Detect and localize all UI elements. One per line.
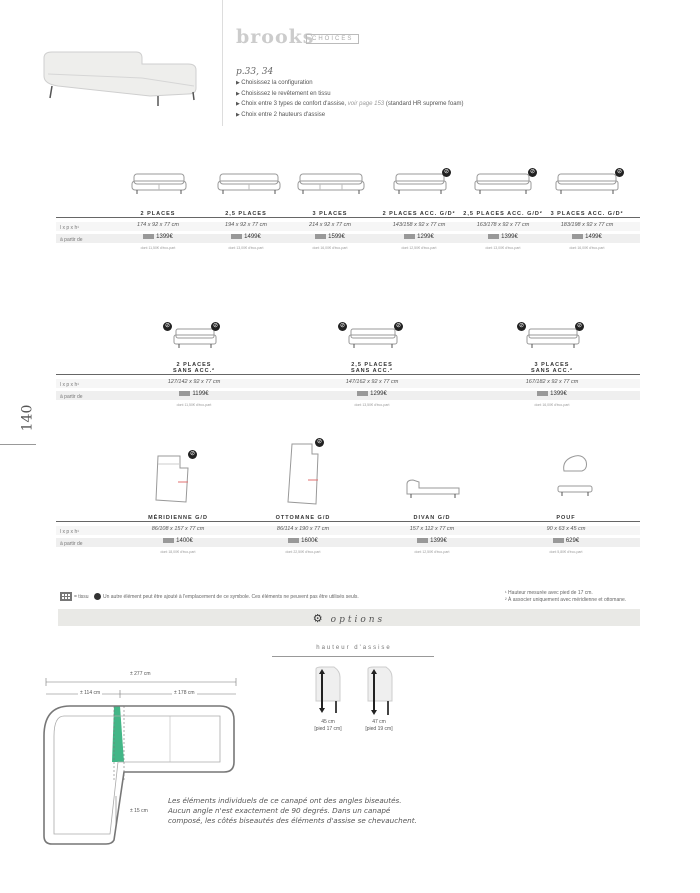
fabric-swatch-icon <box>537 391 548 396</box>
product-price: 1599€ <box>285 234 375 243</box>
product-dims: 143/158 x 92 x 77 cm <box>392 222 446 228</box>
product-price: 629€ <box>518 538 614 547</box>
eco-part-note: dont 18,00€ d'éco-part <box>160 550 196 554</box>
product-price: 1399€ <box>384 538 480 547</box>
feature-item: ▶ Choix entre 2 hauteurs d'assise <box>236 110 464 121</box>
product-price: 1499€ <box>542 234 632 243</box>
module-add-icon: ⊘ <box>529 169 536 175</box>
seat-height-45-caption: 45 cm [pied 17 cm] <box>314 719 342 732</box>
sofa-2-5-places-drawing <box>217 172 281 196</box>
module-add-icon: ⊘ <box>189 451 196 457</box>
fabric-swatch-icon <box>179 391 190 396</box>
legend-element: Un autre élément peut être ajouté à l'emplacement de ce symbole. Ces éléments ne peuvent pas être utilisés seuls. <box>102 593 359 600</box>
product-dims: 147/162 x 92 x 77 cm <box>345 379 399 385</box>
sofa-hero-image <box>38 44 214 110</box>
product-price: 1399€ <box>113 234 203 243</box>
page-reference: p.33, 34 <box>236 67 274 77</box>
legend-tissu: = tissu <box>74 593 89 600</box>
price-row-label: à partir de <box>60 394 83 400</box>
eco-part-note: dont 12,50€ d'éco-part <box>401 246 437 250</box>
feature-item: ▶ Choisissez le revêtement en tissu <box>236 89 464 100</box>
product-name: 3 PLACES <box>312 211 348 217</box>
product-cell <box>322 352 422 407</box>
options-title: options <box>330 615 386 625</box>
product-name: 2 PLACES SANS ACC.² <box>173 362 215 374</box>
eco-part-note: dont 11,50€ d'éco-part <box>140 246 176 250</box>
product-dims: 90 x 63 x 45 cm <box>546 526 586 532</box>
sofa-3-places-sans-acc-drawing <box>526 327 580 349</box>
sofa-2-5-places-sans-acc-drawing <box>348 327 398 349</box>
product-dims: 127/142 x 92 x 77 cm <box>167 379 221 385</box>
module-add-icon: ⊘ <box>395 323 402 329</box>
bevel-caption: Les éléments individuels de ce canapé ont des angles biseautés. Aucun angle n'est exactement de 90 degrés. Dans un canapé composé, les côtés biseautés des éléments d'assise se chevauchent. <box>168 796 417 825</box>
pouf-side-drawing <box>557 484 593 498</box>
seat-height-rule <box>272 656 434 657</box>
seat-height-45-drawing <box>312 665 342 717</box>
product-dims: 157 x 112 x 77 cm <box>409 526 455 532</box>
price-row-label: à partir de <box>60 237 83 243</box>
product-name: 2,5 PLACES <box>225 211 267 217</box>
feature-list <box>236 78 464 120</box>
footnote-2: ² À associer uniquement avec méridienne et ottomane. <box>505 596 627 603</box>
legend <box>60 592 359 601</box>
sofa-2-places-drawing <box>131 172 187 196</box>
product-name: OTTOMANE G/D <box>275 515 331 521</box>
product-name: 2 PLACES <box>140 211 176 217</box>
divan-drawing <box>405 478 461 500</box>
product-cell <box>384 510 480 554</box>
module-add-icon: ⊘ <box>316 439 323 445</box>
product-price: 1299€ <box>374 234 464 243</box>
fabric-swatch-icon <box>572 234 583 239</box>
module-symbol-icon <box>94 593 101 600</box>
eco-part-note: dont 22,50€ d'éco-part <box>285 550 321 554</box>
footnote-1: ¹ Hauteur mesurée avec pied de 17 cm. <box>505 590 593 596</box>
product-cell <box>542 206 632 250</box>
product-name: 3 PLACES ACC. G/D² <box>550 211 624 217</box>
pouf-drawing <box>560 453 590 475</box>
module-add-icon: ⊘ <box>164 323 171 329</box>
gear-icon: ⚙ <box>312 613 323 625</box>
fabric-swatch-icon <box>553 538 564 543</box>
eco-part-note: dont 16,00€ d'éco-part <box>312 246 348 250</box>
module-add-icon: ⊘ <box>339 323 346 329</box>
fabric-swatch-icon <box>231 234 242 239</box>
dims-row-label: l x p x h¹ <box>60 382 79 388</box>
module-add-icon: ⊘ <box>616 169 623 175</box>
meridienne-drawing <box>150 452 194 506</box>
module-add-icon: ⊘ <box>576 323 583 329</box>
product-dims: 183/198 x 92 x 77 cm <box>560 222 614 228</box>
seat-height-47-caption: 47 cm [pied 19 cm] <box>365 719 393 732</box>
product-cell <box>130 510 226 554</box>
product-name: 2 PLACES ACC. G/D² <box>382 211 456 217</box>
diagram-total-width: ± 277 cm <box>130 671 151 677</box>
product-dims: 194 x 92 x 77 cm <box>225 222 267 228</box>
diagram-left-width: ± 114 cm <box>80 690 101 696</box>
product-dims: 86/114 x 190 x 77 cm <box>276 526 330 532</box>
eco-part-note: dont 11,50€ d'éco-part <box>176 403 212 407</box>
fabric-swatch-icon <box>404 234 415 239</box>
sofa-2-5-places-acc-drawing <box>474 172 532 196</box>
product-price: 1399€ <box>502 391 602 400</box>
product-dims: 167/182 x 92 x 77 cm <box>525 379 579 385</box>
product-name: MÉRIDIENNE G/D <box>148 515 208 521</box>
product-cell <box>113 206 203 250</box>
product-cell <box>518 510 614 554</box>
product-price: 1299€ <box>322 391 422 400</box>
fabric-swatch-icon <box>488 234 499 239</box>
dims-row-label: l x p x h¹ <box>60 529 79 535</box>
module-add-icon: ⊘ <box>212 323 219 329</box>
page-number: 140 <box>19 404 36 432</box>
diagram-overlap-width: ± 15 cm <box>130 808 148 814</box>
product-dims: 86/108 x 157 x 77 cm <box>151 526 205 532</box>
product-dims: 174 x 92 x 77 cm <box>137 222 179 228</box>
product-cell <box>144 352 244 407</box>
choices-badge: CHOICES <box>306 34 359 44</box>
feature-page-ref: voir page 153 <box>347 101 385 107</box>
options-bar <box>58 609 640 626</box>
product-price: 1199€ <box>144 391 244 400</box>
footnotes <box>505 590 626 603</box>
product-name: 3 PLACES SANS ACC.² <box>531 362 573 374</box>
product-name: DIVAN G/D <box>413 515 451 521</box>
product-price: 1600€ <box>255 538 351 547</box>
product-cell <box>285 206 375 250</box>
dims-row-label: l x p x h¹ <box>60 225 79 231</box>
sofa-3-places-acc-drawing <box>555 172 619 196</box>
product-price: 1400€ <box>130 538 226 547</box>
sofa-2-places-sans-acc-drawing <box>173 327 217 349</box>
module-add-icon: ⊘ <box>443 169 450 175</box>
diagram-right-width: ± 178 cm <box>174 690 195 696</box>
fabric-grid-icon <box>60 592 72 601</box>
product-name: 2,5 PLACES ACC. G/D² <box>463 211 543 217</box>
eco-part-note: dont 13,00€ d'éco-part <box>485 246 521 250</box>
eco-part-note: dont 5,80€ d'éco-part <box>549 550 583 554</box>
fabric-swatch-icon <box>417 538 428 543</box>
page-number-rule <box>0 444 36 445</box>
sofa-3-places-drawing <box>297 172 365 196</box>
price-row-label: à partir de <box>60 541 83 547</box>
fabric-swatch-icon <box>163 538 174 543</box>
brand-title: brooks <box>236 26 315 48</box>
product-cell <box>201 206 291 250</box>
eco-part-note: dont 16,00€ d'éco-part <box>534 403 570 407</box>
fabric-swatch-icon <box>357 391 368 396</box>
seat-height-47-drawing <box>364 665 394 719</box>
ottomane-drawing <box>282 440 326 508</box>
product-cell <box>502 352 602 407</box>
product-cell <box>458 206 548 250</box>
product-price: 1399€ <box>458 234 548 243</box>
product-cell <box>255 510 351 554</box>
product-cell <box>374 206 464 250</box>
seat-height-title: hauteur d'assise <box>316 645 392 651</box>
eco-part-note: dont 12,50€ d'éco-part <box>414 550 450 554</box>
fabric-swatch-icon <box>288 538 299 543</box>
product-price: 1499€ <box>201 234 291 243</box>
module-add-icon: ⊘ <box>518 323 525 329</box>
header-divider <box>222 0 223 126</box>
fabric-swatch-icon <box>315 234 326 239</box>
feature-item: ▶ Choisissez la configuration <box>236 78 464 89</box>
eco-part-note: dont 13,00€ d'éco-part <box>228 246 264 250</box>
fabric-swatch-icon <box>143 234 154 239</box>
product-dims: 214 x 92 x 77 cm <box>309 222 351 228</box>
feature-item: ▶ Choix entre 3 types de confort d'assise, voir page 153 (standard HR supreme foam) <box>236 99 464 110</box>
eco-part-note: dont 13,50€ d'éco-part <box>354 403 390 407</box>
product-name: POUF <box>556 515 576 521</box>
product-name: 2,5 PLACES SANS ACC.² <box>351 362 393 374</box>
eco-part-note: dont 16,00€ d'éco-part <box>569 246 605 250</box>
product-dims: 163/178 x 92 x 77 cm <box>476 222 530 228</box>
sofa-2-places-acc-drawing <box>393 172 447 196</box>
